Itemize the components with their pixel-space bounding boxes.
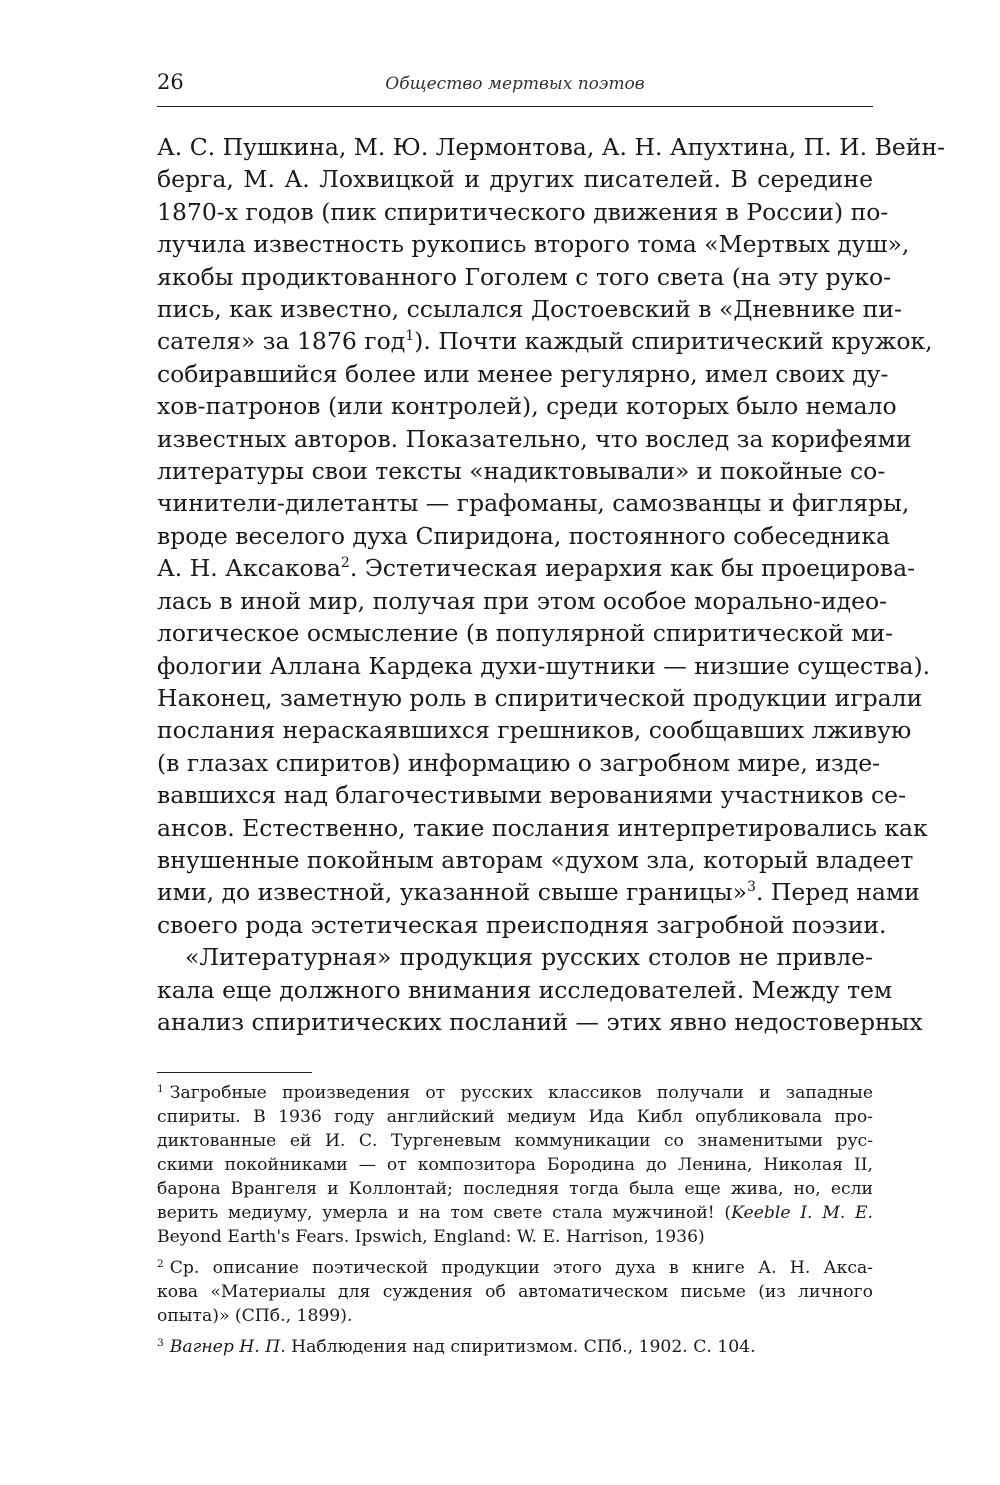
footnote-line: скими покойниками — от композитора Бородина до Ленина, Николая II, xyxy=(157,1155,873,1176)
text-segment: ими, до известной, указанной свыше границы» xyxy=(157,878,747,907)
text-line-with-ref xyxy=(157,876,920,908)
text-line: ансов. Естественно, такие послания интерпретировались как xyxy=(157,813,928,842)
text-segment: Загробные произведения от русских классиков получали и западные xyxy=(169,1083,873,1104)
text-line: своего рода эстетическая преисподняя загробной поэзии. xyxy=(157,910,887,939)
footnote-line: барона Врангеля и Коллонтай; последняя тогда была еще жива, но, если xyxy=(157,1179,873,1200)
footnote-ref-2[interactable]: 2 xyxy=(340,555,350,572)
footnote-ref-1[interactable]: 1 xyxy=(405,328,415,345)
text-line: фологии Аллана Кардека духи-шутники — низшие существа). xyxy=(157,651,931,680)
text-line: анализ спиритических посланий — этих явно недостоверных xyxy=(157,1007,923,1036)
page-number: 26 xyxy=(157,70,184,94)
text-line-with-ref xyxy=(157,325,933,357)
text-line: хов-патронов (или контролей), среди которых было немало xyxy=(157,392,897,421)
text-segment: . Перед нами xyxy=(755,878,920,907)
text-line: послания нераскаявшихся грешников, сообщавших лживую xyxy=(157,716,912,745)
text-line: пись, как известно, ссылался Достоевский в «Дневнике пи- xyxy=(157,295,902,324)
footnote-1 xyxy=(157,1081,873,1249)
text-segment: Наблюдения над спиритизмом. СПб., 1902. С. 104. xyxy=(285,1337,756,1358)
text-line: чинители-дилетанты — графоманы, самозванцы и фигляры, xyxy=(157,489,910,518)
text-line: логическое осмысление (в популярной спиритической ми- xyxy=(157,619,894,648)
footnote-divider xyxy=(157,1072,312,1073)
book-page xyxy=(157,68,946,1366)
footnote-line: опыта)» (СПб., 1899). xyxy=(157,1306,353,1327)
text-segment: сателя» за 1876 год xyxy=(157,327,406,356)
body-text xyxy=(157,131,946,1038)
text-line: 1870-х годов (пик спиритического движения в России) по- xyxy=(157,197,889,226)
text-line: вавшихся над благочестивыми верованиями участников се- xyxy=(157,781,907,810)
citation-author: Keeble I. M. E. xyxy=(731,1203,874,1224)
running-title: Общество мертвых поэтов xyxy=(385,74,645,94)
footnote-3 xyxy=(157,1335,873,1359)
paragraph-2 xyxy=(157,941,923,1038)
footnote-line: спириты. В 1936 году английский медиум Ида Кибл опубликовала про- xyxy=(157,1107,873,1128)
text-line: известных авторов. Показательно, что вослед за корифеями xyxy=(157,424,912,453)
text-line: якобы продиктованного Гоголем с того света (на эту руко- xyxy=(157,262,892,291)
text-line: берга, М. А. Лохвицкой и других писателей. В середине xyxy=(157,165,873,194)
footnote-2 xyxy=(157,1256,873,1328)
text-segment: верить медиуму, умерла и на том свете стала мужчиной! ( xyxy=(157,1203,732,1224)
footnote-line: диктованные ей И. С. Тургеневым коммуникации со знаменитыми рус- xyxy=(157,1131,873,1152)
footnote-mark: 1 xyxy=(157,1081,164,1095)
footnote-ref-3[interactable]: 3 xyxy=(747,879,756,896)
text-segment: . Эстетическая иерархия как бы проецирова- xyxy=(349,554,916,583)
text-line: (в глазах спиритов) информацию о загробном мире, изде- xyxy=(157,748,881,777)
footnote-mark: 2 xyxy=(157,1256,164,1270)
footnote-mark: 3 xyxy=(157,1335,164,1349)
text-line-with-ref xyxy=(157,552,916,584)
text-line: вроде веселого духа Спиридона, постоянного собеседника xyxy=(157,521,891,550)
text-line: внушенные покойным авторам «духом зла, который владеет xyxy=(157,845,914,874)
text-line: А. С. Пушкина, М. Ю. Лермонтова, А. Н. Апухтина, П. И. Вейн- xyxy=(157,133,946,161)
footnotes xyxy=(157,1081,873,1359)
text-line: «Литературная» продукция русских столов не привле- xyxy=(185,943,873,972)
text-line: лучила известность рукопись второго тома «Мертвых душ», xyxy=(157,230,910,259)
text-line: собиравшийся более или менее регулярно, имел своих ду- xyxy=(157,359,889,388)
footnote-line xyxy=(157,1081,873,1105)
text-line: Наконец, заметную роль в спиритической продукции играли xyxy=(157,683,923,712)
text-line: кала еще должного внимания исследователей. Между тем xyxy=(157,975,893,1004)
text-line: литературы свои тексты «надиктовывали» и покойные со- xyxy=(157,457,886,486)
footnote-line xyxy=(157,1201,873,1225)
footnote-line xyxy=(157,1335,873,1359)
footnote-line xyxy=(157,1256,873,1280)
running-head xyxy=(157,68,873,107)
footnote-line: кова «Материалы для суждения об автоматическом письме (из личного xyxy=(157,1282,873,1303)
text-segment: Ср. описание поэтической продукции этого духа в книге А. Н. Акса- xyxy=(169,1258,873,1279)
text-line: лась в иной мир, получая при этом особое морально-идео- xyxy=(157,586,888,615)
citation-author: Вагнер Н. П. xyxy=(169,1337,286,1358)
footnote-line: Beyond Earth's Fears. Ipswich, England: W. E. Harrison, 1936) xyxy=(157,1227,705,1248)
paragraph-1 xyxy=(157,131,946,941)
text-segment: ). Почти каждый спиритический кружок, xyxy=(414,327,933,356)
text-segment: А. Н. Аксакова xyxy=(157,554,341,583)
